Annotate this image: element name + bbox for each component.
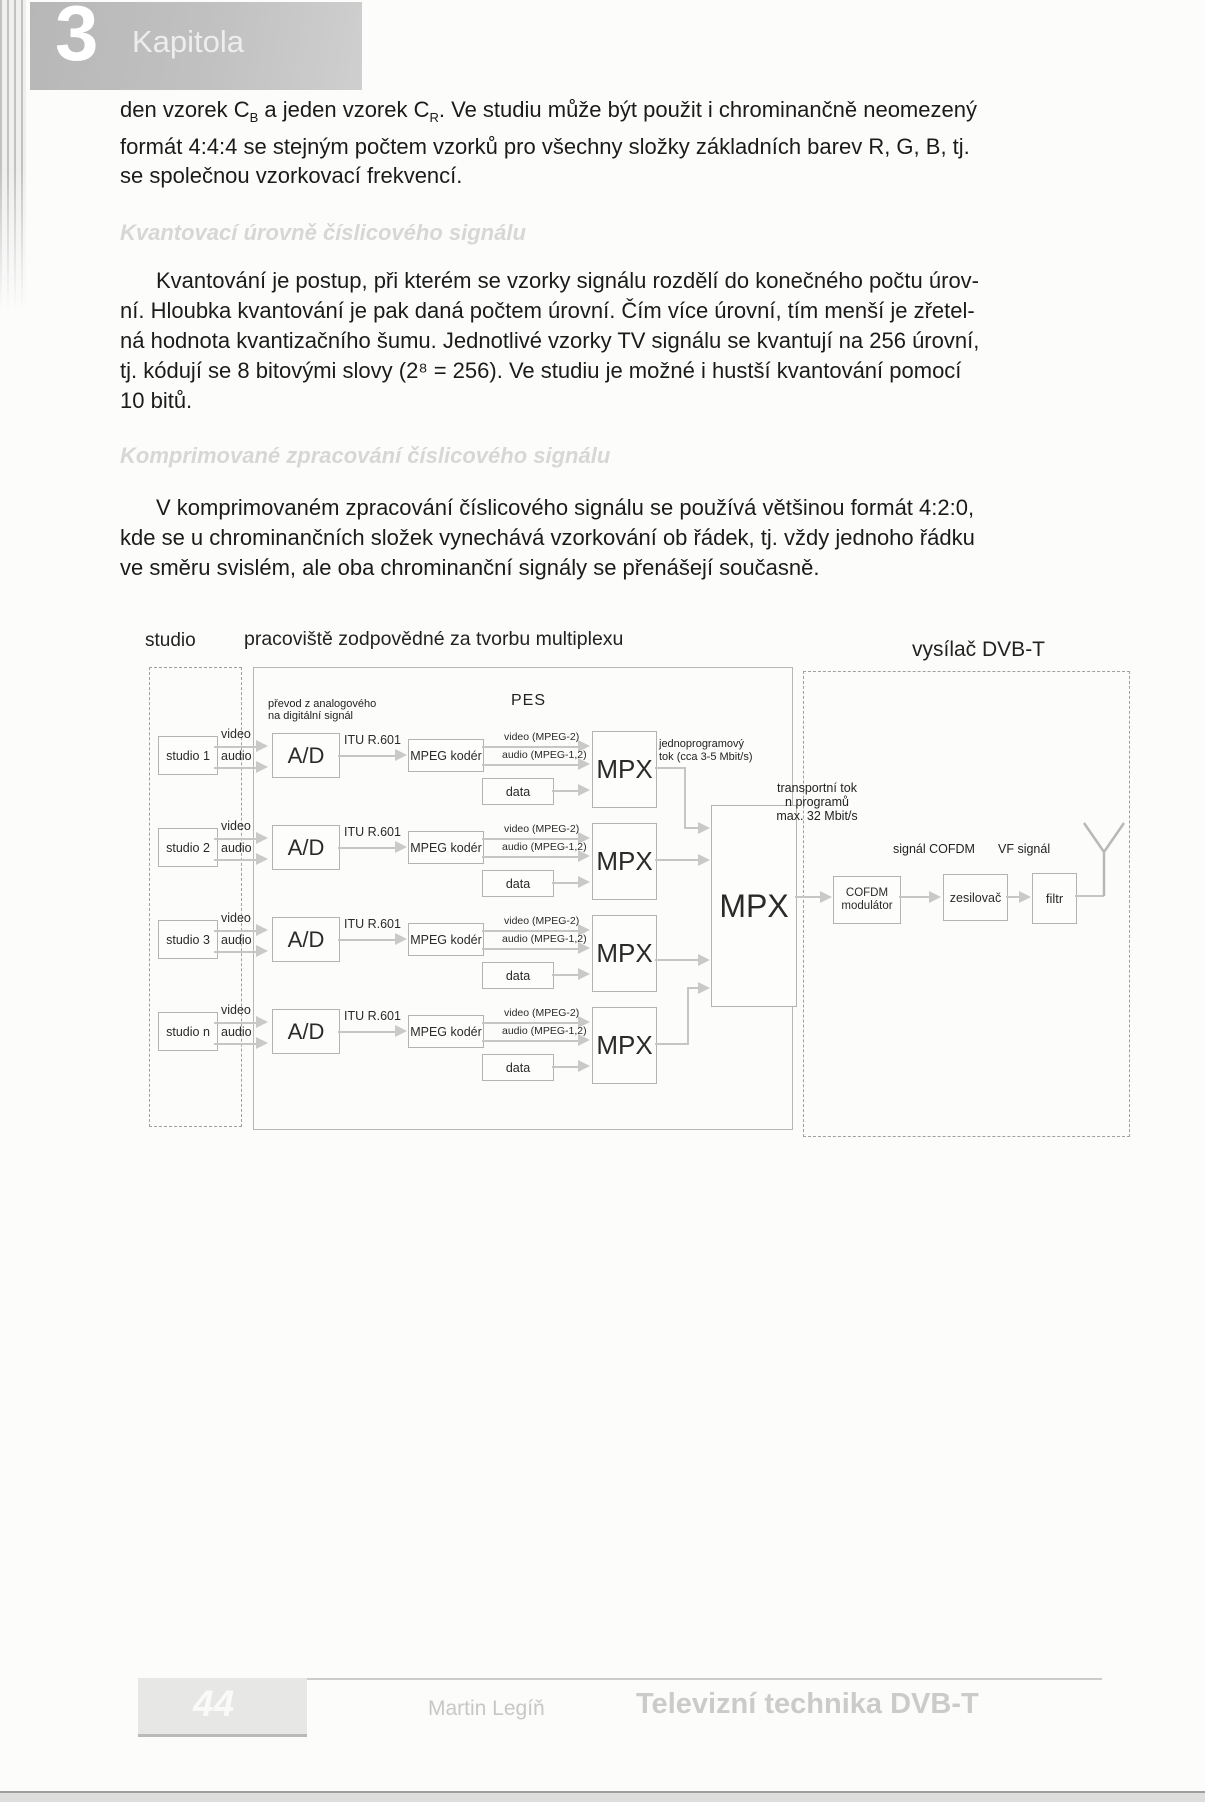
arrowhead-icon (578, 1034, 590, 1046)
arrowhead-icon (395, 1025, 407, 1037)
studio-box: studio 2 (158, 828, 218, 867)
video-line (214, 1022, 260, 1024)
audio-out-line (482, 1040, 581, 1042)
paragraph-3-line-3: ve směru svislém, ale oba chrominanční signály se přenášejí současně. (120, 555, 820, 580)
connector-line (655, 767, 686, 769)
itu-standard-label: ITU R.601 (344, 733, 401, 747)
program-mpx-box: MPX (592, 731, 657, 808)
data-line (552, 1066, 580, 1068)
video-label: video (221, 1003, 251, 1017)
studio-box: studio n (158, 1012, 218, 1051)
chapter-number: 3 (55, 0, 99, 77)
video-out-line (482, 746, 581, 748)
arrowhead-icon (256, 945, 268, 957)
transport-mpx-box: MPX (711, 805, 797, 1007)
video-out-line (482, 930, 581, 932)
cofdm-modulator-box: COFDM modulátor (833, 876, 901, 924)
data-box: data (482, 1054, 554, 1081)
connector-line (655, 859, 700, 861)
audio-label: audio (221, 841, 252, 855)
connector-line (655, 1043, 689, 1045)
diagram-column-label-studio: studio (145, 630, 196, 651)
arrowhead-icon (256, 853, 268, 865)
footer-book-title: Televizní technika DVB-T (636, 1688, 979, 1720)
paragraph-2-line-5: 10 bitů. (120, 388, 193, 413)
mpeg-coder-box: MPEG kodér (408, 831, 484, 864)
subscript-b: B (249, 110, 259, 125)
antenna-icon (1080, 820, 1128, 898)
audio-label: audio (221, 933, 252, 947)
arrowhead-icon (256, 832, 268, 844)
video-out-line (482, 1022, 581, 1024)
diagram-column-label-multiplex: pracoviště zodpovědné za tvorbu multiplexu (244, 628, 624, 650)
data-box: data (482, 778, 554, 805)
video-line (214, 746, 260, 748)
audio-out-label: audio (MPEG-1,2) (502, 933, 587, 945)
paragraph-1-line-2: formát 4:4:4 se stejným počtem vzorků pro všechny složky základních barev R, G, B, tj. (120, 134, 970, 159)
ad-converter-box: A/D (272, 1009, 340, 1054)
data-box: data (482, 962, 554, 989)
transport-stream-label: transportní tok n programů max. 32 Mbit/s (776, 781, 858, 823)
arrowhead-icon (578, 850, 590, 862)
audio-out-line (482, 764, 581, 766)
audio-label: audio (221, 749, 252, 763)
paragraph-2 (120, 266, 979, 416)
ad-converter-box: A/D (272, 825, 340, 870)
paragraph-3 (120, 493, 975, 583)
arrowhead-icon (256, 1016, 268, 1028)
data-line (552, 882, 580, 884)
arrowhead-icon (256, 761, 268, 773)
section-heading-compression: Komprimované zpracování číslicového signálu (120, 443, 611, 468)
audio-line (214, 767, 260, 769)
paragraph-1 (120, 95, 977, 190)
connector-line (795, 896, 823, 898)
studio-box: studio 1 (158, 736, 218, 775)
audio-label: audio (221, 1025, 252, 1039)
video-out-label: video (MPEG-2) (504, 915, 580, 927)
ad-to-coder-line (338, 755, 398, 757)
program-mpx-box: MPX (592, 915, 657, 992)
ad-to-coder-line (338, 1031, 398, 1033)
video-label: video (221, 727, 251, 741)
page-number-box (138, 1678, 307, 1737)
connector-line (687, 988, 689, 1045)
paragraph-2-line-1: Kvantování je postup, při kterém se vzorky signálu rozdělí do konečného počtu úrov- (156, 268, 980, 293)
arrowhead-icon (698, 854, 710, 866)
paragraph-3-line-2: kde se u chrominančních složek vynechává vzorkování ob řádek, tj. vždy jednoho řádku (120, 525, 975, 550)
arrowhead-icon (256, 740, 268, 752)
amplifier-box: zesilovač (943, 874, 1008, 921)
arrowhead-icon (578, 784, 590, 796)
footer-rule (307, 1678, 1102, 1680)
video-label: video (221, 911, 251, 925)
video-out-label: video (MPEG-2) (504, 823, 580, 835)
cofdm-signal-label: signál COFDM (893, 842, 975, 856)
arrowhead-icon (578, 942, 590, 954)
arrowhead-icon (698, 982, 710, 994)
data-box: data (482, 870, 554, 897)
audio-out-line (482, 856, 581, 858)
arrowhead-icon (256, 1037, 268, 1049)
ad-converter-box: A/D (272, 917, 340, 962)
video-out-label: video (MPEG-2) (504, 731, 580, 743)
footer-author: Martin Legíň (428, 1697, 545, 1720)
connector-line (655, 959, 700, 961)
ad-conversion-note: převod z analogového na digitální signál (268, 698, 377, 722)
itu-standard-label: ITU R.601 (344, 1009, 401, 1023)
arrowhead-icon (698, 954, 710, 966)
mpeg-coder-box: MPEG kodér (408, 923, 484, 956)
video-line (214, 838, 260, 840)
video-line (214, 930, 260, 932)
page-number: 44 (193, 1683, 235, 1724)
audio-line (214, 951, 260, 953)
data-line (552, 974, 580, 976)
single-program-stream-label: jednoprogramový tok (cca 3-5 Mbit/s) (659, 738, 753, 763)
itu-standard-label: ITU R.601 (344, 917, 401, 931)
mpeg-coder-box: MPEG kodér (408, 1015, 484, 1048)
subscript-r: R (429, 110, 439, 125)
program-mpx-box: MPX (592, 823, 657, 900)
arrowhead-icon (929, 891, 941, 903)
connector-line (684, 767, 686, 829)
arrowhead-icon (395, 841, 407, 853)
paragraph-2-line-3: ná hodnota kvantizačního šumu. Jednotlivé vzorky TV signálu se kvantují na 256 úrovní, (120, 328, 980, 353)
program-mpx-box: MPX (592, 1007, 657, 1084)
audio-out-label: audio (MPEG-1,2) (502, 749, 587, 761)
data-line (552, 790, 580, 792)
section-heading-quantization: Kvantovací úrovně číslicového signálu (120, 220, 526, 245)
itu-standard-label: ITU R.601 (344, 825, 401, 839)
paragraph-3-line-1: V komprimovaném zpracování číslicového signálu se používá většinou formát 4:2:0, (156, 495, 975, 520)
arrowhead-icon (820, 891, 832, 903)
ad-to-coder-line (338, 939, 398, 941)
pes-label: PES (511, 692, 547, 709)
paragraph-1-line-1: den vzorek $C_B$ a jeden vzorek $C_R$. Ve studiu může být použit i chrominančně neomezený (120, 97, 977, 125)
mpeg-coder-box: MPEG kodér (408, 739, 484, 772)
studio-box: studio 3 (158, 920, 218, 959)
audio-line (214, 859, 260, 861)
book-spine-shadow (0, 0, 26, 310)
chapter-word: Kapitola (132, 24, 245, 59)
arrowhead-icon (578, 968, 590, 980)
arrowhead-icon (395, 749, 407, 761)
arrowhead-icon (578, 1060, 590, 1072)
arrowhead-icon (1019, 891, 1031, 903)
page-bottom-shadow (0, 1793, 1205, 1802)
video-out-label: video (MPEG-2) (504, 1007, 580, 1019)
audio-out-label: audio (MPEG-1,2) (502, 841, 587, 853)
connector-line (899, 896, 930, 898)
chapter-header-box (30, 2, 362, 90)
arrowhead-icon (578, 876, 590, 888)
audio-line (214, 1043, 260, 1045)
paragraph-2-line-4: tj. kódují se 8 bitovými slovy (2⁸ = 256). Ve studiu je možné i hustší kvantování pomocí (120, 358, 962, 383)
vf-signal-label: VF signál (998, 842, 1051, 856)
audio-out-line (482, 948, 581, 950)
ad-converter-box: A/D (272, 733, 340, 778)
diagram-column-label-transmitter: vysílač DVB-T (912, 638, 1046, 661)
filter-box: filtr (1032, 873, 1077, 924)
arrowhead-icon (578, 758, 590, 770)
video-out-line (482, 838, 581, 840)
arrowhead-icon (698, 822, 710, 834)
arrowhead-icon (256, 924, 268, 936)
paragraph-2-line-2: ní. Hloubka kvantování je pak daná počtem úrovní. Čím více úrovní, tím menší je zřetel- (120, 298, 975, 323)
video-label: video (221, 819, 251, 833)
ad-to-coder-line (338, 847, 398, 849)
arrowhead-icon (395, 933, 407, 945)
paragraph-1-line-3: se společnou vzorkovací frekvencí. (120, 163, 463, 188)
audio-out-label: audio (MPEG-1,2) (502, 1025, 587, 1037)
